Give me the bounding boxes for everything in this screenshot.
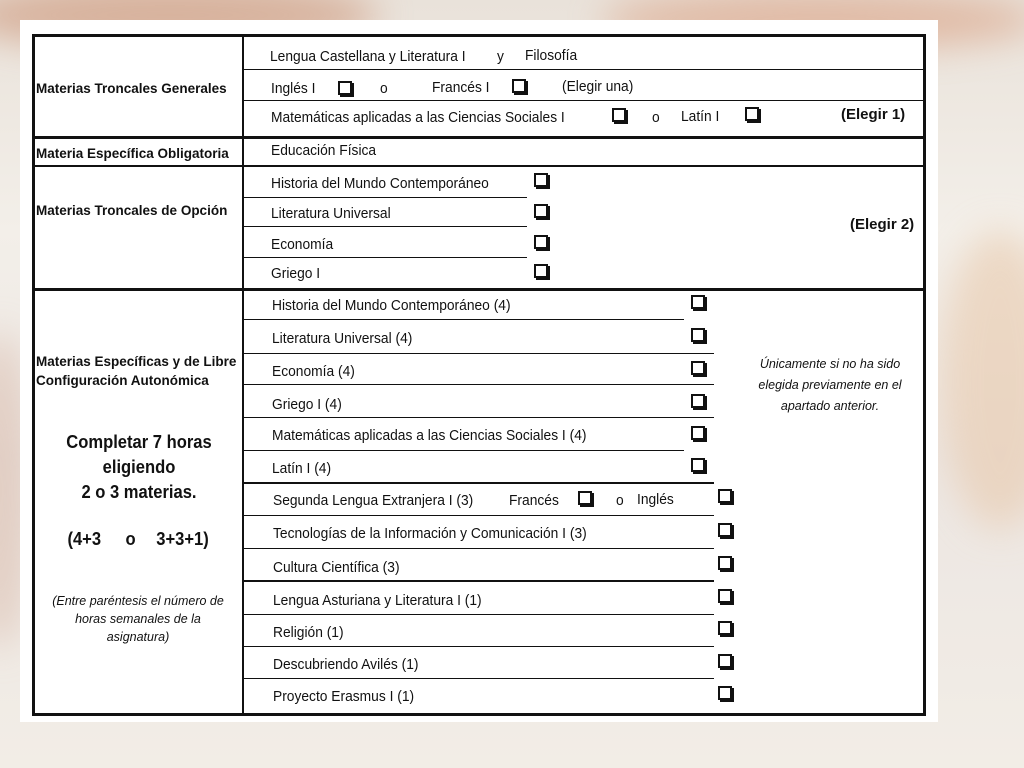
option-item: Griego I [271, 265, 321, 282]
combo-a: (4+3 [67, 529, 102, 549]
checkbox-elective[interactable] [718, 621, 732, 635]
row-divider [244, 197, 527, 198]
row-ingles: Inglés I [271, 80, 316, 97]
row-divider [244, 646, 714, 647]
row-divider [244, 100, 924, 101]
elegir-1-label: (Elegir 1) [841, 106, 906, 123]
row-divider [244, 353, 714, 354]
elective-item: Religión (1) [273, 624, 344, 641]
complete-hours-line3: 2 o 3 materias. [81, 482, 197, 502]
footnote-line1: (Entre paréntesis el número de [52, 594, 224, 608]
footnote-line2: horas semanales de la [75, 612, 201, 626]
section-divider [34, 136, 924, 139]
section-label-troncales-opcion: Materias Troncales de Opción [36, 203, 228, 218]
row-divider [244, 678, 714, 679]
row-o: o [616, 492, 624, 509]
checkbox-elective[interactable] [691, 458, 705, 472]
checkbox-elective[interactable] [691, 361, 705, 375]
section-divider [34, 288, 924, 291]
side-note-line1: Únicamente si no ha sido [759, 357, 901, 371]
enrollment-form-sheet [20, 20, 938, 722]
option-item: Literatura Universal [271, 205, 391, 222]
row-y: y [497, 48, 504, 65]
row-o: o [380, 80, 388, 97]
row-divider [244, 450, 684, 451]
checkbox-ingles[interactable] [338, 81, 352, 95]
elective-item: Economía (4) [272, 363, 355, 380]
checkbox-elective[interactable] [718, 589, 732, 603]
checkbox-matematicas-ccss[interactable] [612, 108, 626, 122]
elective-item: Historia del Mundo Contemporáneo (4) [272, 297, 511, 314]
elective-item: Griego I (4) [272, 396, 342, 413]
row-divider [244, 515, 714, 516]
row-frances: Francés [509, 492, 559, 509]
section-label-troncales-generales: Materias Troncales Generales [36, 81, 227, 96]
elective-item: Cultura Científica (3) [273, 559, 400, 576]
row-divider [244, 319, 684, 320]
elective-item: Literatura Universal (4) [272, 330, 413, 347]
background-blob [940, 230, 1024, 530]
row-filosofia: Filosofía [525, 47, 578, 64]
option-item: Economía [271, 236, 334, 253]
checkbox-ingles-lengua[interactable] [718, 489, 732, 503]
checkbox-option[interactable] [534, 264, 548, 278]
elective-item: Proyecto Erasmus I (1) [273, 688, 415, 705]
side-note-line2: elegida previamente en el [758, 378, 902, 392]
row-educacion-fisica: Educación Física [271, 142, 377, 159]
checkbox-option[interactable] [534, 173, 548, 187]
row-latin: Latín I [681, 108, 720, 125]
row-o: o [652, 109, 660, 126]
checkbox-frances-lengua[interactable] [578, 491, 592, 505]
section-label-especifica-obligatoria: Materia Específica Obligatoria [36, 146, 229, 161]
elegir-2-label: (Elegir 2) [850, 216, 915, 233]
elective-item: Descubriendo Avilés (1) [273, 656, 419, 673]
elective-item: Matemáticas aplicadas a las Ciencias Sociales I (4) [272, 427, 587, 444]
checkbox-latin[interactable] [745, 107, 759, 121]
row-divider [244, 580, 714, 582]
row-divider [244, 482, 714, 484]
checkbox-elective[interactable] [691, 295, 705, 309]
checkbox-elective[interactable] [718, 556, 732, 570]
row-ingles: Inglés [637, 491, 674, 508]
row-matematicas-ccss: Matemáticas aplicadas a las Ciencias Sociales I [271, 109, 565, 126]
section-label-libre-configuracion-2: Configuración Autonómica [36, 373, 209, 388]
row-frances: Francés I [432, 79, 490, 96]
combo-o: o [125, 529, 136, 549]
checkbox-frances[interactable] [512, 79, 526, 93]
side-note-line3: apartado anterior. [780, 399, 880, 413]
row-divider [244, 417, 714, 418]
row-elegir-una: (Elegir una) [562, 78, 634, 95]
elective-item: Latín I (4) [272, 460, 332, 477]
combo-b: 3+3+1) [156, 529, 209, 549]
option-item: Historia del Mundo Contemporáneo [271, 175, 489, 192]
checkbox-elective[interactable] [718, 654, 732, 668]
row-divider [244, 384, 714, 385]
checkbox-option[interactable] [534, 235, 548, 249]
section-divider [34, 165, 924, 167]
elective-item: Tecnologías de la Información y Comunicación I (3) [273, 525, 587, 542]
checkbox-elective[interactable] [718, 686, 732, 700]
row-segunda-lengua: Segunda Lengua Extranjera I (3) [273, 492, 474, 509]
checkbox-elective[interactable] [691, 426, 705, 440]
row-divider [244, 548, 714, 549]
row-divider [244, 226, 527, 227]
checkbox-elective[interactable] [691, 394, 705, 408]
elective-item: Lengua Asturiana y Literatura I (1) [273, 592, 482, 609]
checkbox-elective[interactable] [718, 523, 732, 537]
footnote-line3: asignatura) [106, 630, 170, 644]
complete-hours-line1: Completar 7 horas [66, 432, 212, 452]
checkbox-option[interactable] [534, 204, 548, 218]
checkbox-elective[interactable] [691, 328, 705, 342]
row-divider [244, 257, 527, 258]
complete-hours-line2: eligiendo [102, 457, 176, 477]
row-lengua-castellana: Lengua Castellana y Literatura I [270, 48, 466, 65]
section-label-libre-configuracion-1: Materias Específicas y de Libre [36, 354, 237, 369]
row-divider [244, 69, 924, 70]
row-divider [244, 614, 714, 615]
